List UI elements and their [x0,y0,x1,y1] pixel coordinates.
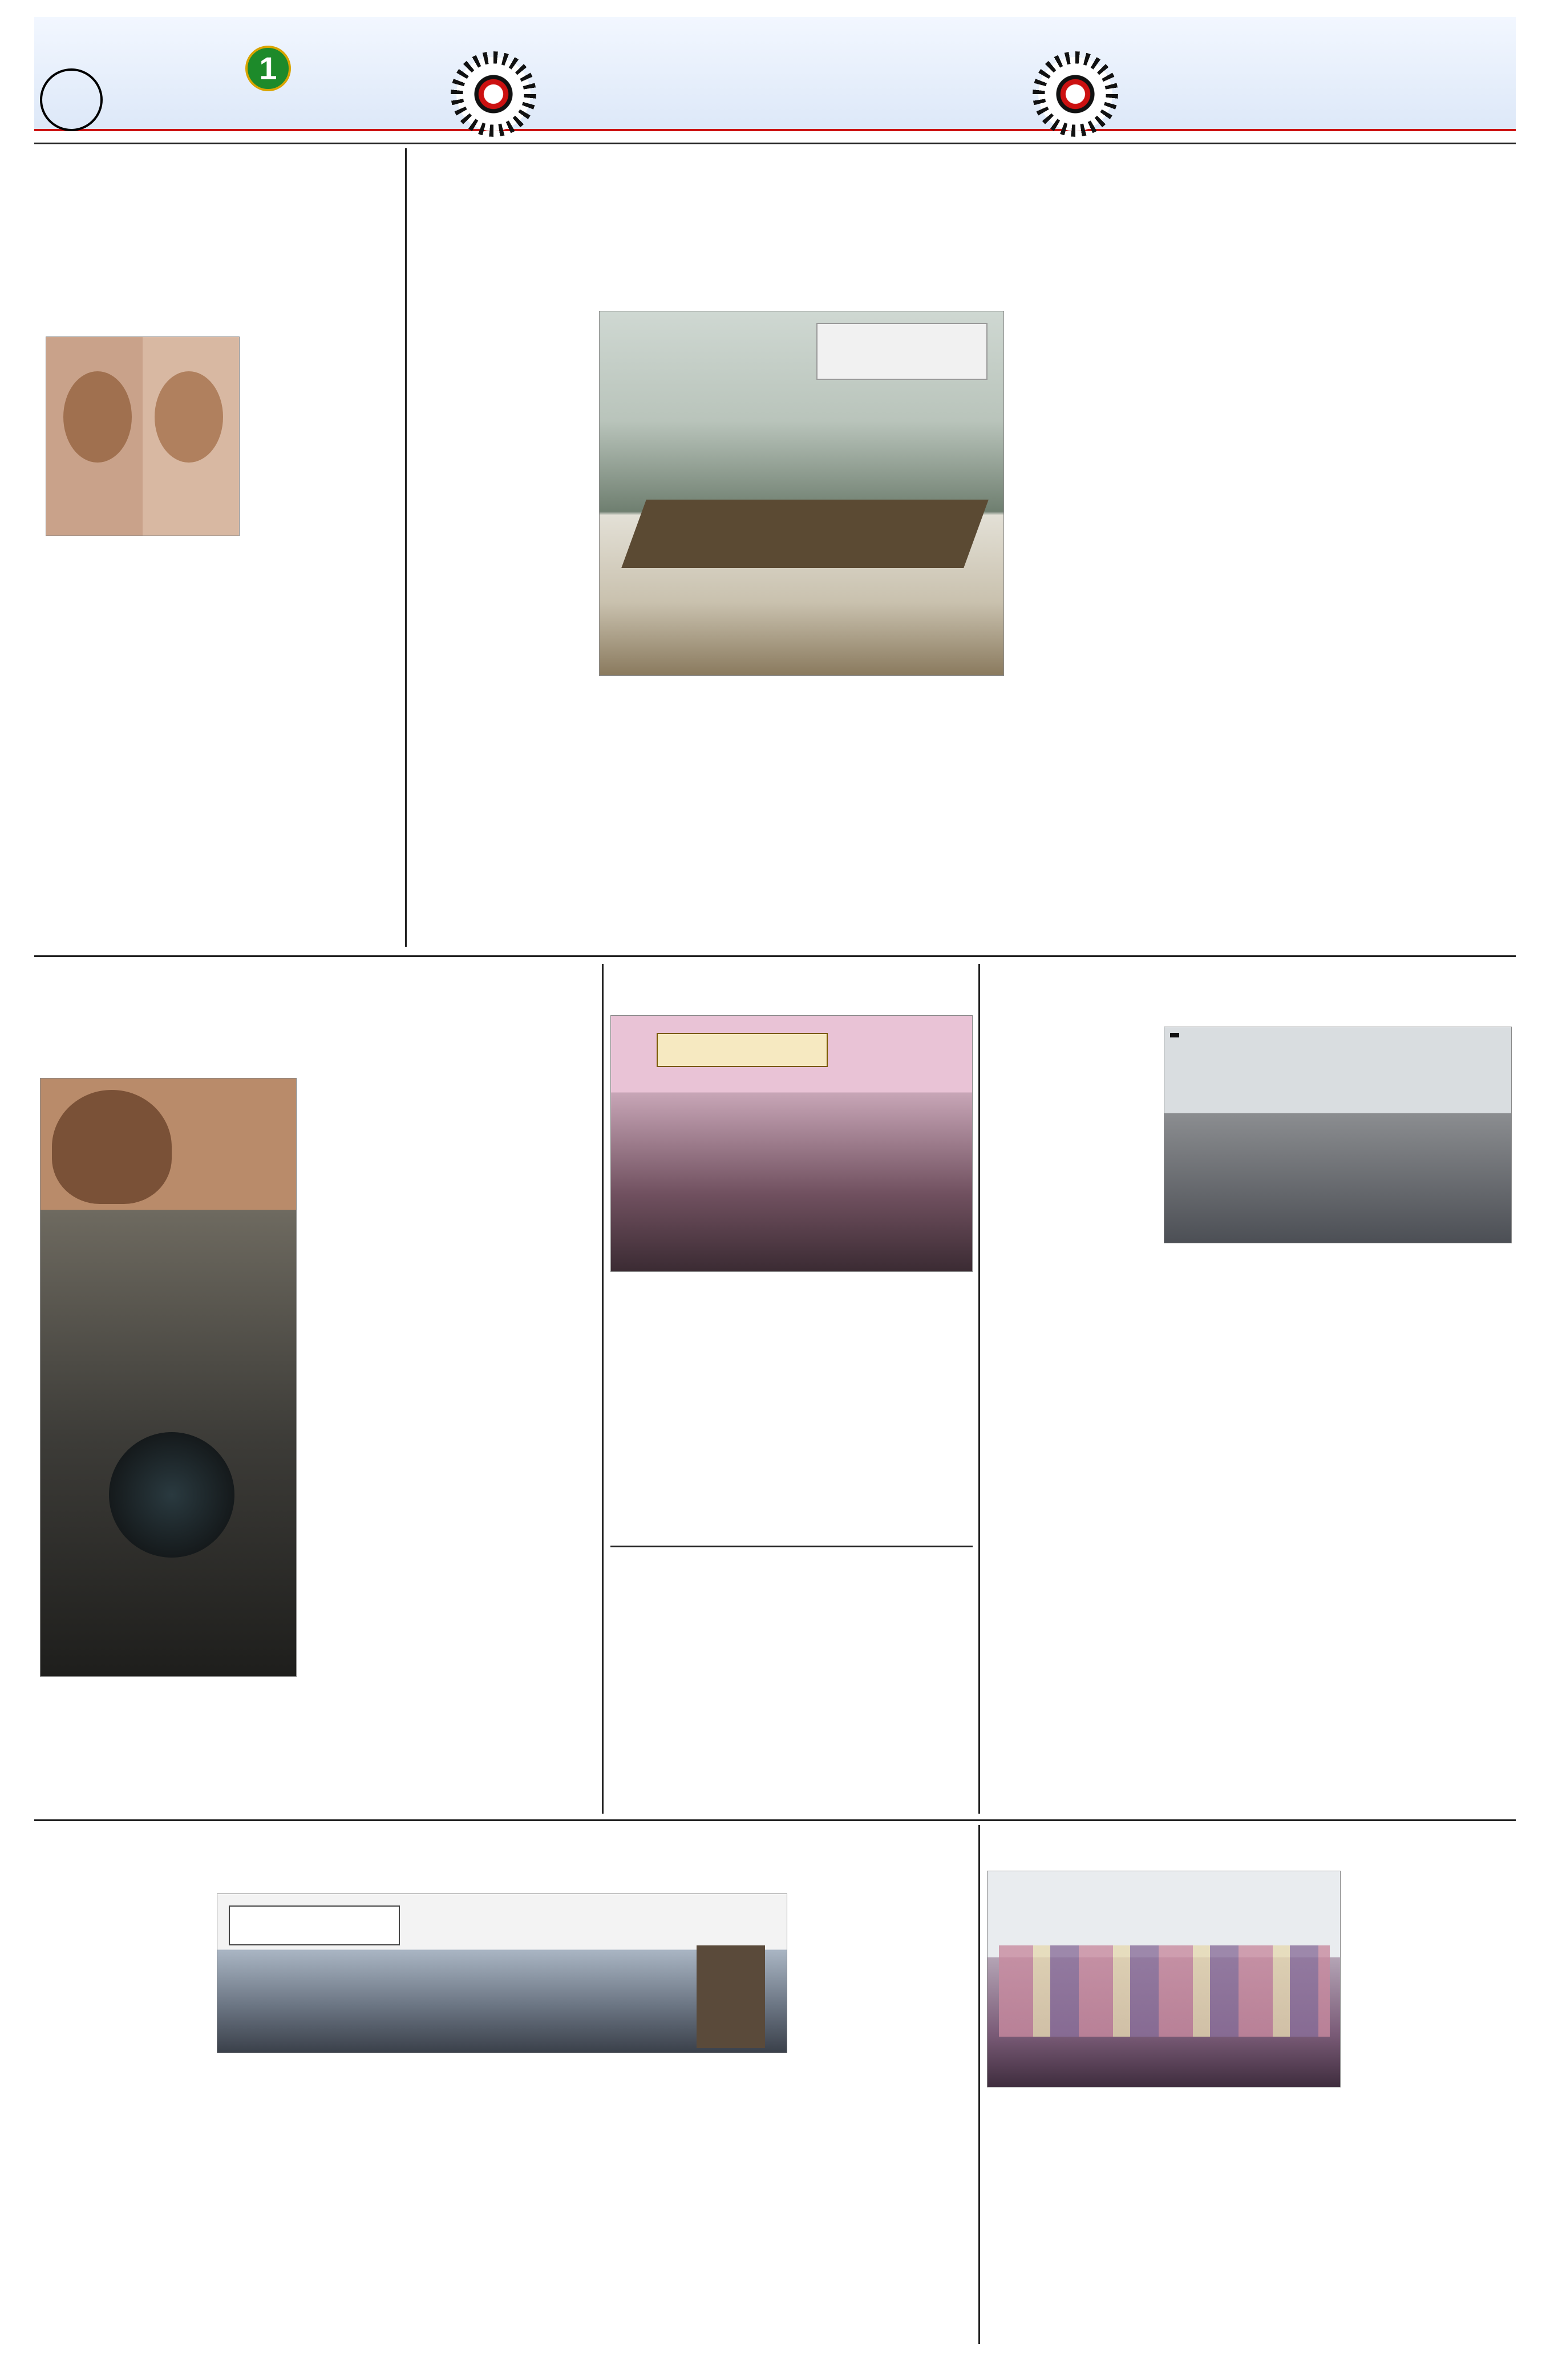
sun-emblem-right [1038,57,1112,131]
photo-banner-strip [657,1033,828,1067]
row3-top-rule [34,1819,1516,1821]
logo-anniversary-badge: 1 [245,46,291,91]
row1-top-rule [34,143,1516,144]
journalists-body-col1 [1346,1269,1512,1811]
lead-body-col3 [1010,308,1169,673]
journalists-body-col2 [1167,1249,1338,1811]
lead-body-col4 [844,684,1004,947]
photo-portrait-inset [52,1090,172,1204]
sun-emblem-left [456,57,531,131]
photo-banner [816,323,988,380]
lead-body-col2 [1181,308,1341,947]
row2-divider-right [978,964,980,1814]
girls-body-bottom [40,542,399,947]
lead-body-col6 [593,684,679,947]
principal-body-col2 [1167,2093,1338,2338]
unani-body-col3 [411,2059,602,2338]
well-photo [40,1078,297,1677]
jail-top-rule [610,1546,973,1547]
row2-top-rule [34,955,1516,957]
lead-meeting-photo [599,311,1004,676]
unani-body-col1 [793,2059,970,2338]
photo-table [621,500,989,568]
row2-divider-left [602,964,604,1814]
journalists-photo [1164,1027,1512,1243]
photo-group-row [999,1945,1330,2037]
girls-photo [46,336,240,536]
girls-body-side [245,336,399,536]
sp-memo-body-col2 [610,1280,787,1540]
lead-body-col1 [1352,331,1512,947]
sp-memo-body-col1 [793,1300,973,1540]
principal-body-col3 [987,2093,1158,2338]
unani-banner [229,1905,400,1945]
unani-body-side-right [793,1913,970,2053]
principal-photo [987,1871,1341,2087]
paper-logo [154,46,405,131]
jail-body-col1 [793,1617,973,1811]
journalists-body-top [987,1027,1158,1243]
principal-body-side [1346,1891,1512,2087]
sp-memo-photo [610,1015,973,1272]
well-body-bottom [40,1682,593,1811]
unani-body-col2 [608,2059,787,2338]
unani-body-side-left [40,1894,211,2053]
well-body-col2 [302,1101,445,1677]
photo-speaker-podium [697,1945,765,2048]
unani-body-col4 [40,2059,405,2338]
photo-well-water [109,1432,234,1558]
lead-body-col7 [416,308,588,947]
lead-body-col5 [685,684,839,947]
photo-face-left [63,371,132,463]
row3-divider [978,1825,980,2344]
photo-face-right [155,371,223,463]
row1-divider [405,148,407,947]
jail-body-col2 [610,1597,787,1811]
principal-body-col1 [1346,2093,1512,2338]
page-number [40,68,103,131]
unani-photo [217,1894,787,2053]
journalists-photo-caption [1170,1033,1179,1037]
well-body-col1 [451,1101,593,1677]
girls-body-top [40,288,399,331]
journalists-body-col3 [987,1249,1158,1811]
